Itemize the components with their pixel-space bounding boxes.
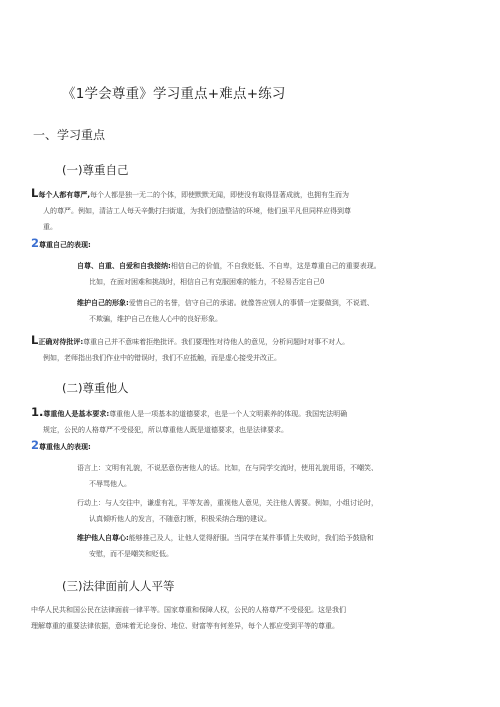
paragraph-text: 语言上：文明有礼貌，不说恶意伤害他人的话。比如，在与同学交流时，使用礼貌用语，不嘲笑、 — [77, 464, 378, 472]
paragraph-text: 相信自己的价值，不自我贬低、不自卑，这是尊重自己的重要表现。 — [170, 262, 381, 270]
paragraph-self-image — [77, 295, 374, 327]
paragraph-action — [77, 495, 378, 527]
paragraph-self-esteem — [77, 258, 381, 290]
list-marker: 2 — [31, 438, 40, 452]
paragraph-text: 规定，公民的人格尊严不受侵犯，所以尊重他人既是道德要求，也是法律要求。 — [43, 426, 288, 434]
paragraph-criticism — [31, 332, 349, 366]
paragraph-text: 尊重自己并不意味着拒绝批评。我们要理性对待他人的意见，分析问题时对事不对人。 — [83, 338, 350, 346]
subheading-respect-others: (二)尊重他人 — [62, 381, 129, 395]
paragraph-text: 每个人都是独一无二的个体，即使默默无闻，即使没有取得显著成就，也拥有生而为 — [90, 191, 349, 199]
subheading-equality-before-law: (三)法律面前人人平等 — [62, 579, 175, 593]
paragraph-text: 安慰，而不是嘲笑和贬低。 — [89, 550, 173, 558]
paragraph-text: 尊重他人是一项基本的道德要求，也是一个人文明素养的体现。我国宪法明确 — [109, 410, 348, 418]
paragraph-label: 每个人都有尊严, — [38, 191, 90, 199]
paragraph-label: 正确对待批评: — [38, 338, 84, 346]
section-heading-key-points: 一、学习重点 — [33, 128, 106, 142]
paragraph-basic-requirement — [31, 404, 347, 438]
paragraph-text: 中华人民共和国公民在法律面前一律平等。国家尊重和保障人权，公民的人格尊严不受侵犯。这是我们 — [31, 606, 346, 614]
paragraph-label: 维护自己的形象: — [77, 299, 129, 307]
paragraph-dignity — [31, 185, 471, 235]
paragraph-text: 重。 — [43, 223, 57, 231]
list-marker: L — [31, 186, 39, 200]
paragraph-label: 尊重他人是基本要求: — [43, 410, 110, 418]
list-marker: 1. — [31, 405, 44, 419]
paragraph-text: 理解尊重的重要法律依据，意味着无论身份、地位、财富等有何差异，每个人都应受到平等的尊重。 — [31, 622, 339, 630]
paragraph-text: 行动上：与人交往中，谦虚有礼，平等友善，重视他人意见，关注他人需要。例如，小组讨论时， — [77, 499, 378, 507]
paragraph-label: 尊重自己的表现: — [39, 241, 91, 249]
paragraph-self-respect-heading — [31, 235, 91, 253]
subheading-respect-self: (一)尊重自己 — [62, 163, 129, 177]
paragraph-label: 尊重他人的表现: — [39, 443, 91, 451]
list-marker: L — [31, 333, 39, 347]
paragraph-respect-others-heading — [31, 437, 91, 455]
list-marker: 2 — [31, 236, 40, 250]
paragraph-text: 认真倾听他人的发言，不随意打断，积极采纳合理的建议。 — [89, 515, 271, 523]
paragraph-text: 比如，在面对困难和挑战时，相信自己有克服困难的能力，不轻易否定自己0 — [89, 278, 325, 286]
paragraph-text: 例如，老师指出我们作业中的错误时，我们不应抵触，而是虚心接受并改正。 — [43, 354, 281, 362]
paragraph-text: 不欺骗，维护自己在他人心中的良好形象。 — [89, 315, 222, 323]
paragraph-text: 不辱骂他人。 — [89, 480, 131, 488]
paragraph-text: 能够推己及人，让他人觉得舒服。当同学在某件事情上失败时，我们给予鼓励和 — [128, 534, 374, 542]
paragraph-label: 自尊、自重、自爱和自我接纳: — [77, 262, 171, 270]
paragraph-text: 爱惜自己的名誉，信守自己的承诺。就像答应别人的事情一定要做到，不说谎、 — [128, 299, 374, 307]
document-title: 《1学会尊重》学习重点+难点+练习 — [62, 86, 286, 102]
paragraph-label: 维护他人自尊心: — [77, 534, 129, 542]
paragraph-equality — [31, 602, 346, 634]
paragraph-language — [77, 460, 378, 492]
paragraph-others-self-esteem — [77, 530, 374, 562]
paragraph-text: 人的尊严。例如，清洁工人每天辛勤打扫街道，为我们创造整洁的环境，他们虽平凡但同样应得到尊 — [43, 207, 351, 215]
